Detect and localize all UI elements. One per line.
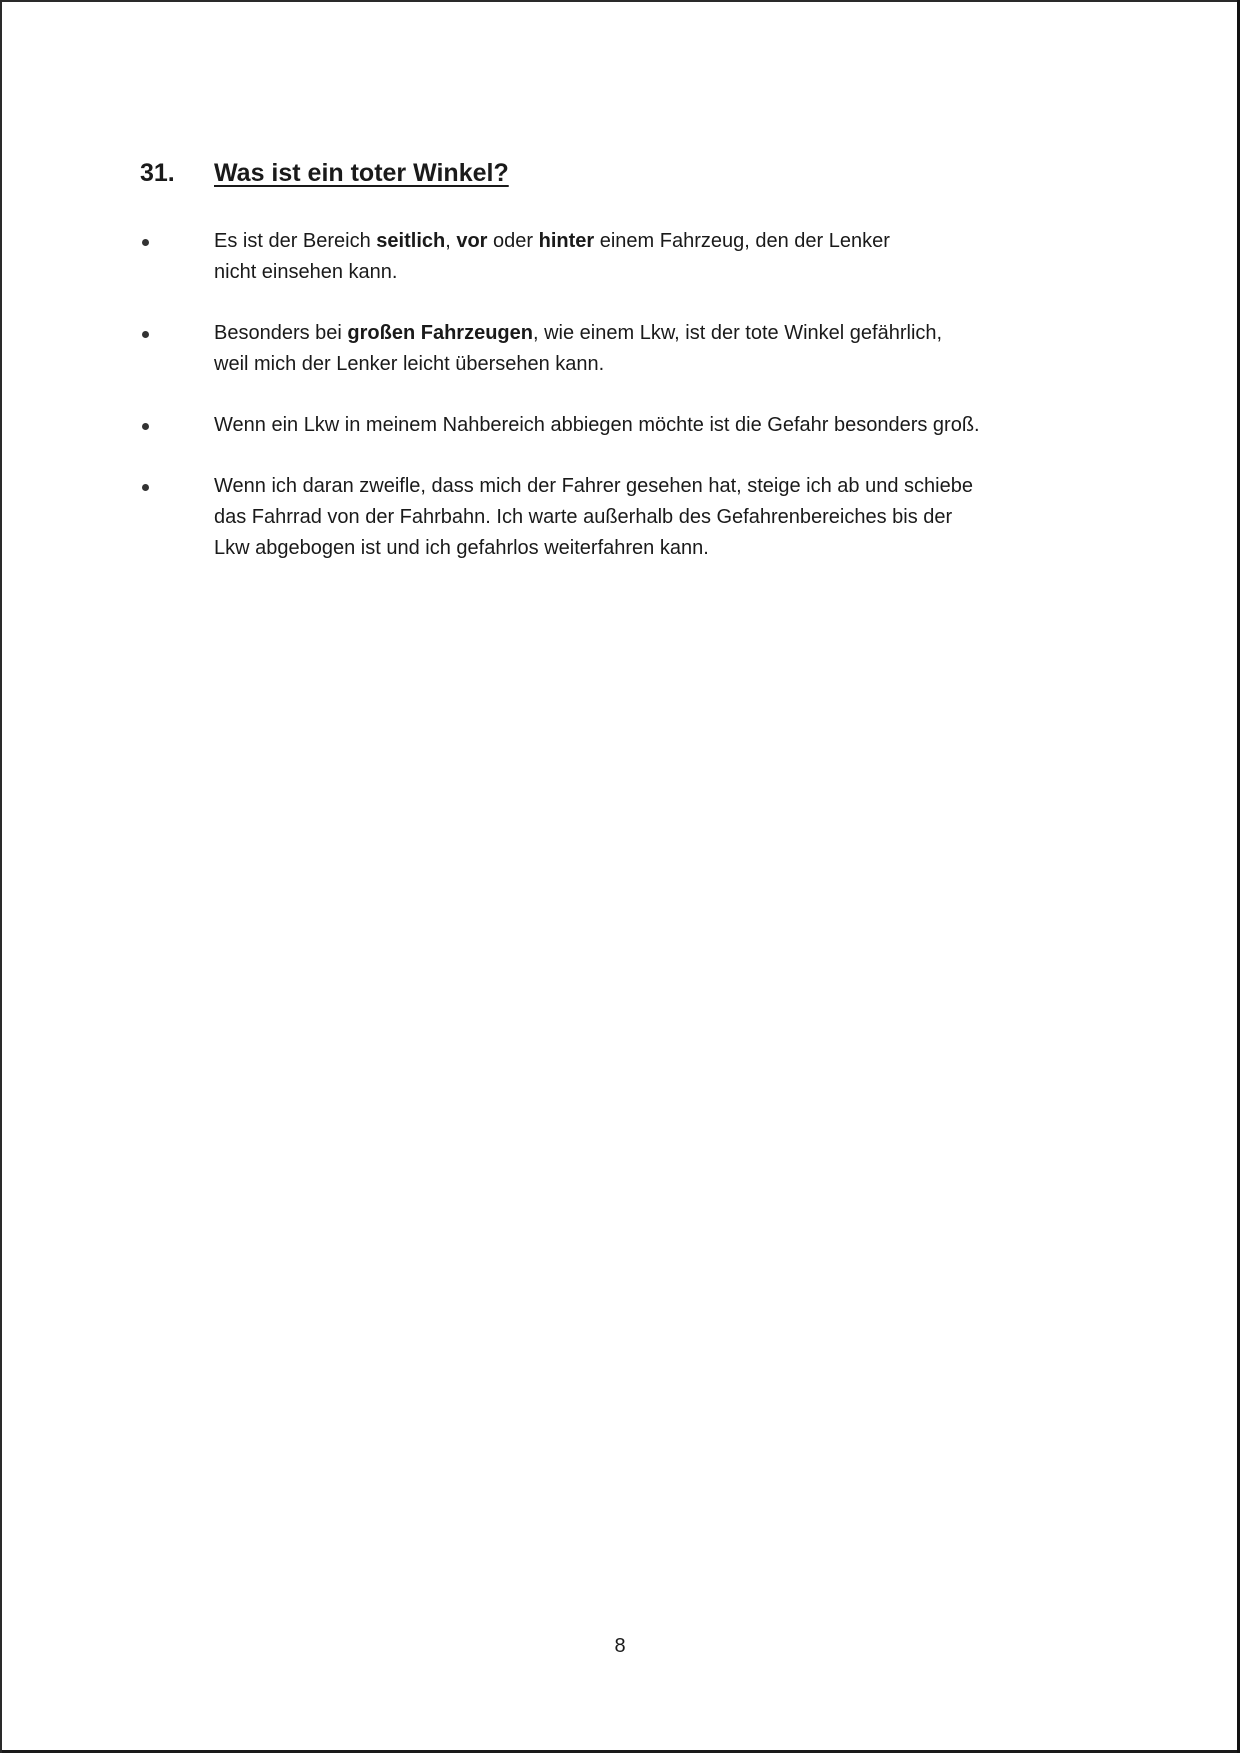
bullet-text: nicht einsehen kann.: [214, 261, 398, 283]
scan-edge-left: [0, 0, 2, 1753]
bullet-text: Besonders bei: [214, 322, 348, 344]
bullet-dot-icon: [142, 423, 149, 430]
bullet-text-bold: großen Fahrzeugen: [347, 322, 533, 344]
bullet-text: Wenn ein Lkw in meinem Nahbereich abbiegen möchte ist die Gefahr besonders groß.: [214, 414, 980, 436]
scan-edge-top: [0, 0, 1240, 2]
bullet-text: oder: [487, 230, 539, 252]
bullet-text: einem Fahrzeug, den der Lenker: [594, 230, 890, 252]
answer-bullet: [140, 318, 1100, 380]
bullet-text-bold: vor: [456, 230, 488, 252]
bullet-text: Es ist der Bereich: [214, 230, 377, 252]
answer-bullet-list: [140, 226, 1100, 594]
answer-bullet: [140, 471, 1100, 564]
bullet-text: Wenn ich daran zweifle, dass mich der Fahrer gesehen hat, steige ich ab und schiebe: [214, 475, 973, 497]
question-number: 31.: [140, 159, 175, 187]
answer-bullet: [140, 226, 1100, 288]
bullet-dot-icon: [142, 239, 149, 246]
bullet-text: weil mich der Lenker leicht übersehen kann.: [214, 353, 605, 375]
bullet-text: das Fahrrad von der Fahrbahn. Ich warte außerhalb des Gefahrenbereiches bis der: [214, 506, 953, 528]
answer-bullet: [140, 410, 1100, 441]
bullet-text-bold: seitlich: [376, 230, 446, 252]
question-heading: [140, 156, 509, 190]
bullet-dot-icon: [142, 331, 149, 338]
question-title: Was ist ein toter Winkel?: [214, 159, 509, 187]
bullet-dot-icon: [142, 484, 149, 491]
bullet-text: ,: [445, 230, 457, 252]
bullet-text: Lkw abgebogen ist und ich gefahrlos weiterfahren kann.: [214, 537, 709, 559]
bullet-text: , wie einem Lkw, ist der tote Winkel gefährlich,: [533, 322, 943, 344]
page-number: 8: [614, 1635, 626, 1657]
bullet-text-bold: hinter: [538, 230, 595, 252]
